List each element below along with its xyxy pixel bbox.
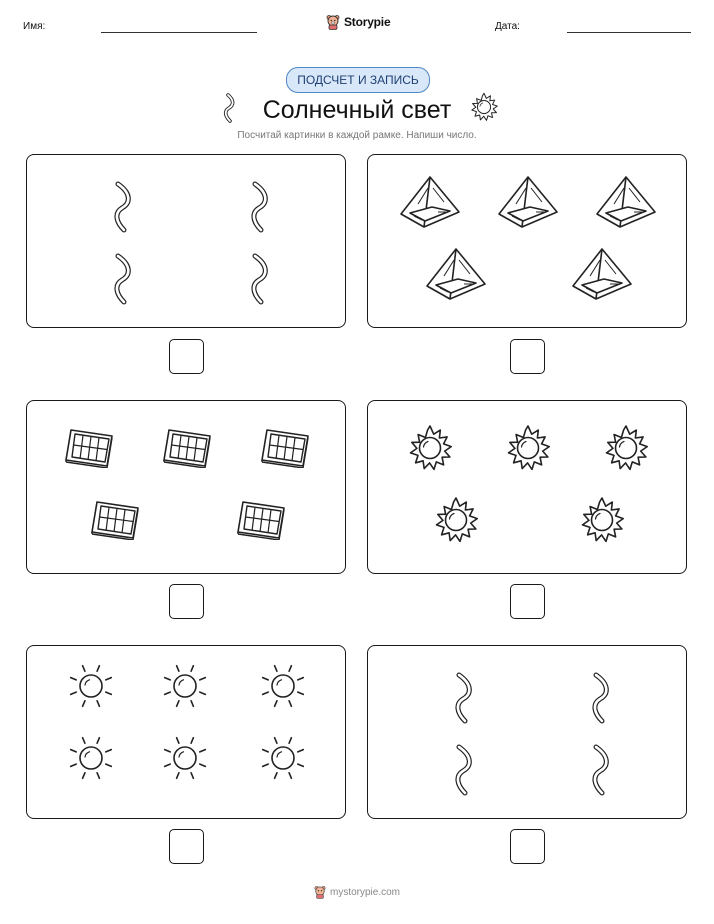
brand-logo (326, 12, 390, 32)
answer-box-5[interactable] (169, 829, 204, 864)
sun-badge-icon (406, 424, 454, 472)
sun-icon (259, 734, 307, 782)
counting-panel-6 (367, 645, 687, 819)
solar-panel-icon (89, 500, 141, 540)
pyramid-icon (424, 246, 488, 302)
activity-badge: ПОДСЧЕТ И ЗАПИСЬ (286, 67, 430, 93)
date-line (567, 32, 691, 33)
sun-badge-icon (602, 424, 650, 472)
solar-panel-icon (235, 500, 287, 540)
sun-icon (161, 662, 209, 710)
bear-mascot-icon (326, 14, 340, 30)
worksheet-title: Солнечный свет (262, 96, 452, 124)
answer-box-3[interactable] (169, 584, 204, 619)
ribbon-icon (452, 672, 476, 724)
sun-badge-icon (469, 92, 499, 122)
pyramid-icon (496, 174, 560, 230)
counting-panel-5 (26, 645, 346, 819)
solar-panel-icon (63, 428, 115, 468)
counting-panel-3 (26, 400, 346, 574)
answer-box-4[interactable] (510, 584, 545, 619)
ribbon-icon (589, 672, 613, 724)
sun-badge-icon (504, 424, 552, 472)
answer-box-6[interactable] (510, 829, 545, 864)
instructions: Посчитай картинки в каждой рамке. Напиши число. (237, 130, 477, 141)
name-line (101, 32, 257, 33)
answer-box-2[interactable] (510, 339, 545, 374)
solar-panel-icon (259, 428, 311, 468)
pyramid-icon (398, 174, 462, 230)
name-label: Имя: (23, 21, 46, 32)
pyramid-icon (594, 174, 658, 230)
sun-icon (259, 662, 307, 710)
brand-name: Storypie (344, 15, 391, 29)
counting-panel-4 (367, 400, 687, 574)
footer-site: mystorypie.com (329, 886, 400, 898)
ribbon-icon (248, 253, 272, 305)
solar-panel-icon (161, 428, 213, 468)
sun-badge-icon (432, 496, 480, 544)
bear-mascot-icon (314, 885, 326, 899)
date-label: Дата: (495, 21, 520, 32)
ribbon-icon (111, 253, 135, 305)
sun-icon (67, 662, 115, 710)
sun-icon (161, 734, 209, 782)
ribbon-icon (248, 181, 272, 233)
ribbon-icon (589, 744, 613, 796)
ribbon-icon (111, 181, 135, 233)
counting-panel-2 (367, 154, 687, 328)
footer (0, 885, 714, 899)
pyramid-icon (570, 246, 634, 302)
sun-icon (67, 734, 115, 782)
ribbon-icon (452, 744, 476, 796)
counting-panel-1 (26, 154, 346, 328)
answer-box-1[interactable] (169, 339, 204, 374)
sun-badge-icon (578, 496, 626, 544)
